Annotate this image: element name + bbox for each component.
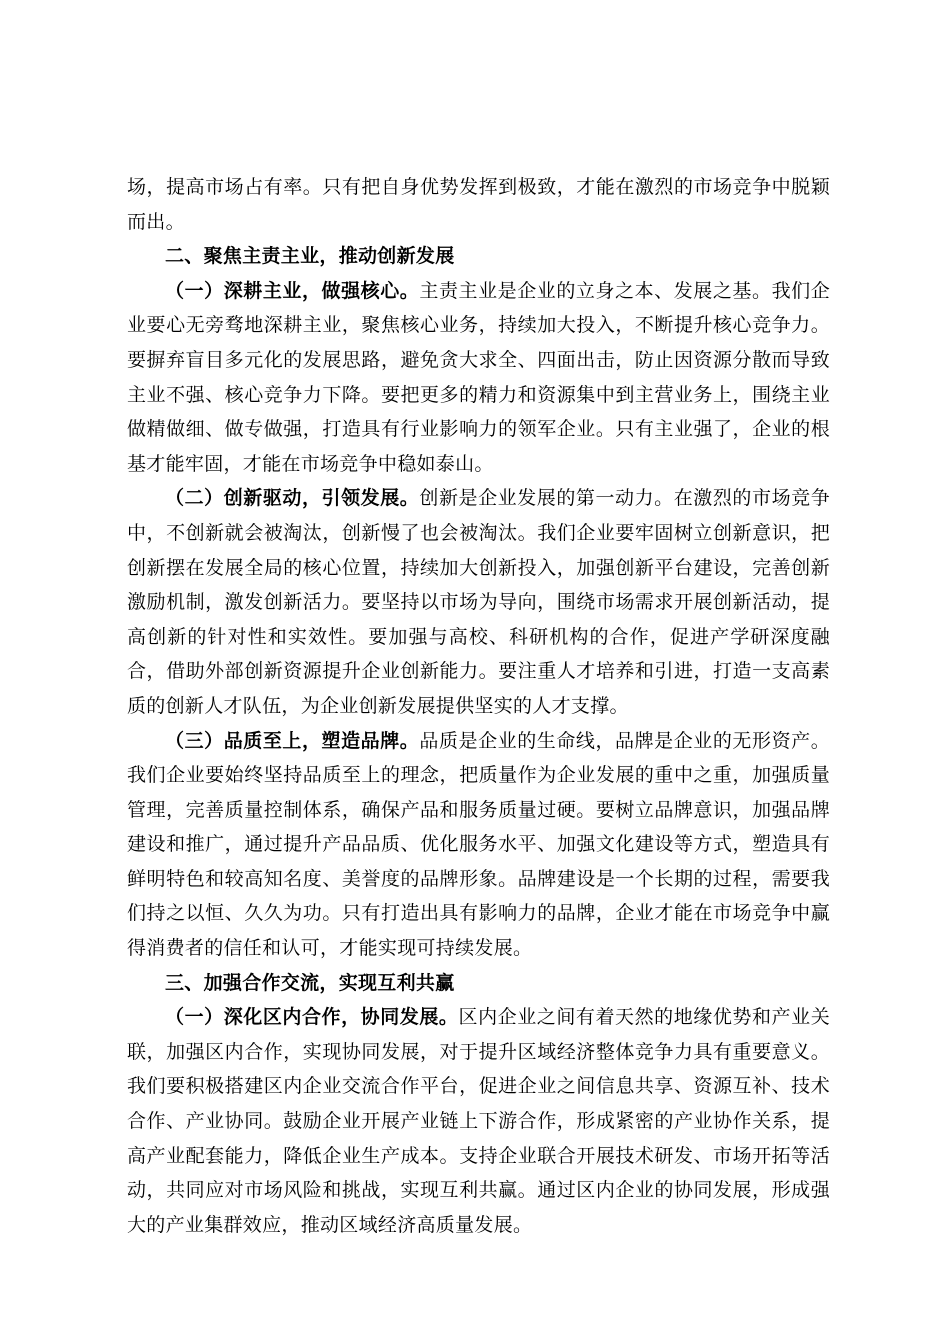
item-lead: （三）品质至上，塑造品牌。 xyxy=(165,729,420,752)
section-3-heading: 三、加强合作交流，实现互利共赢 xyxy=(165,971,455,994)
item-body: 品质是企业的生命线，品牌是企业的无形资产。我们企业要始终坚持品质至上的理念，把质量作为企业发展的重中之重，加强质量管理，完善质量控制体系，确保产品和服务质量过硬。要树立品牌意识，加强品牌建设和推广，通过提升产品品质、优化服务水平、加强文化建设等方式，塑造具有鲜明特色和较高知名度、美誉度的品牌形象。品牌建设是一个长期的过程，需要我们持之以恒、久久为功。只有打造出具有影响力的品牌，企业才能在市场竞争中赢得消费者的信任和认可，才能实现可持续发展。 xyxy=(127,729,830,960)
item-lead: （一）深化区内合作，协同发展。 xyxy=(165,1006,459,1029)
document-page xyxy=(127,170,830,1242)
section-2-item-1 xyxy=(127,274,830,482)
section-2-item-2 xyxy=(127,481,830,723)
section-3-item-1 xyxy=(127,1000,830,1242)
intro-paragraph: 场，提高市场占有率。只有把自身优势发挥到极致，才能在激烈的市场竞争中脱颖而出。 xyxy=(127,176,830,233)
section-2-heading: 二、聚焦主责主业，推动创新发展 xyxy=(165,245,455,268)
item-lead: （一）深耕主业，做强核心。 xyxy=(165,279,420,302)
item-body: 创新是企业发展的第一动力。在激烈的市场竞争中，不创新就会被淘汰，创新慢了也会被淘汰。我们企业要牢固树立创新意识，把创新摆在发展全局的核心位置，持续加大创新投入，加强创新平台建设，完善创新激励机制，激发创新活力。要坚持以市场为导向，围绕市场需求开展创新活动，提高创新的针对性和实效性。要加强与高校、科研机构的合作，促进产学研深度融合，借助外部创新资源提升企业创新能力。要注重人才培养和引进，打造一支高素质的创新人才队伍，为企业创新发展提供坚实的人才支撑。 xyxy=(127,487,830,717)
item-body: 主责主业是企业的立身之本、发展之基。我们企业要心无旁骛地深耕主业，聚焦核心业务，持续加大投入，不断提升核心竞争力。要摒弃盲目多元化的发展思路，避免贪大求全、四面出击，防止因资源分散而导致主业不强、核心竞争力下降。要把更多的精力和资源集中到主营业务上，围绕主业做精做细、做专做强，打造具有行业影响力的领军企业。只有主业强了，企业的根基才能牢固，才能在市场竞争中稳如泰山。 xyxy=(127,279,830,475)
item-lead: （二）创新驱动，引领发展。 xyxy=(165,487,420,510)
item-body: 区内企业之间有着天然的地缘优势和产业关联，加强区内合作，实现协同发展，对于提升区域经济整体竞争力具有重要意义。我们要积极搭建区内企业交流合作平台，促进企业之间信息共享、资源互补、技术合作、产业协同。鼓励企业开展产业链上下游合作，形成紧密的产业协作关系，提高产业配套能力，降低企业生产成本。支持企业联合开展技术研发、市场开拓等活动，共同应对市场风险和挑战，实现互利共赢。通过区内企业的协同发展，形成强大的产业集群效应，推动区域经济高质量发展。 xyxy=(127,1006,830,1236)
section-2-item-3 xyxy=(127,724,830,966)
